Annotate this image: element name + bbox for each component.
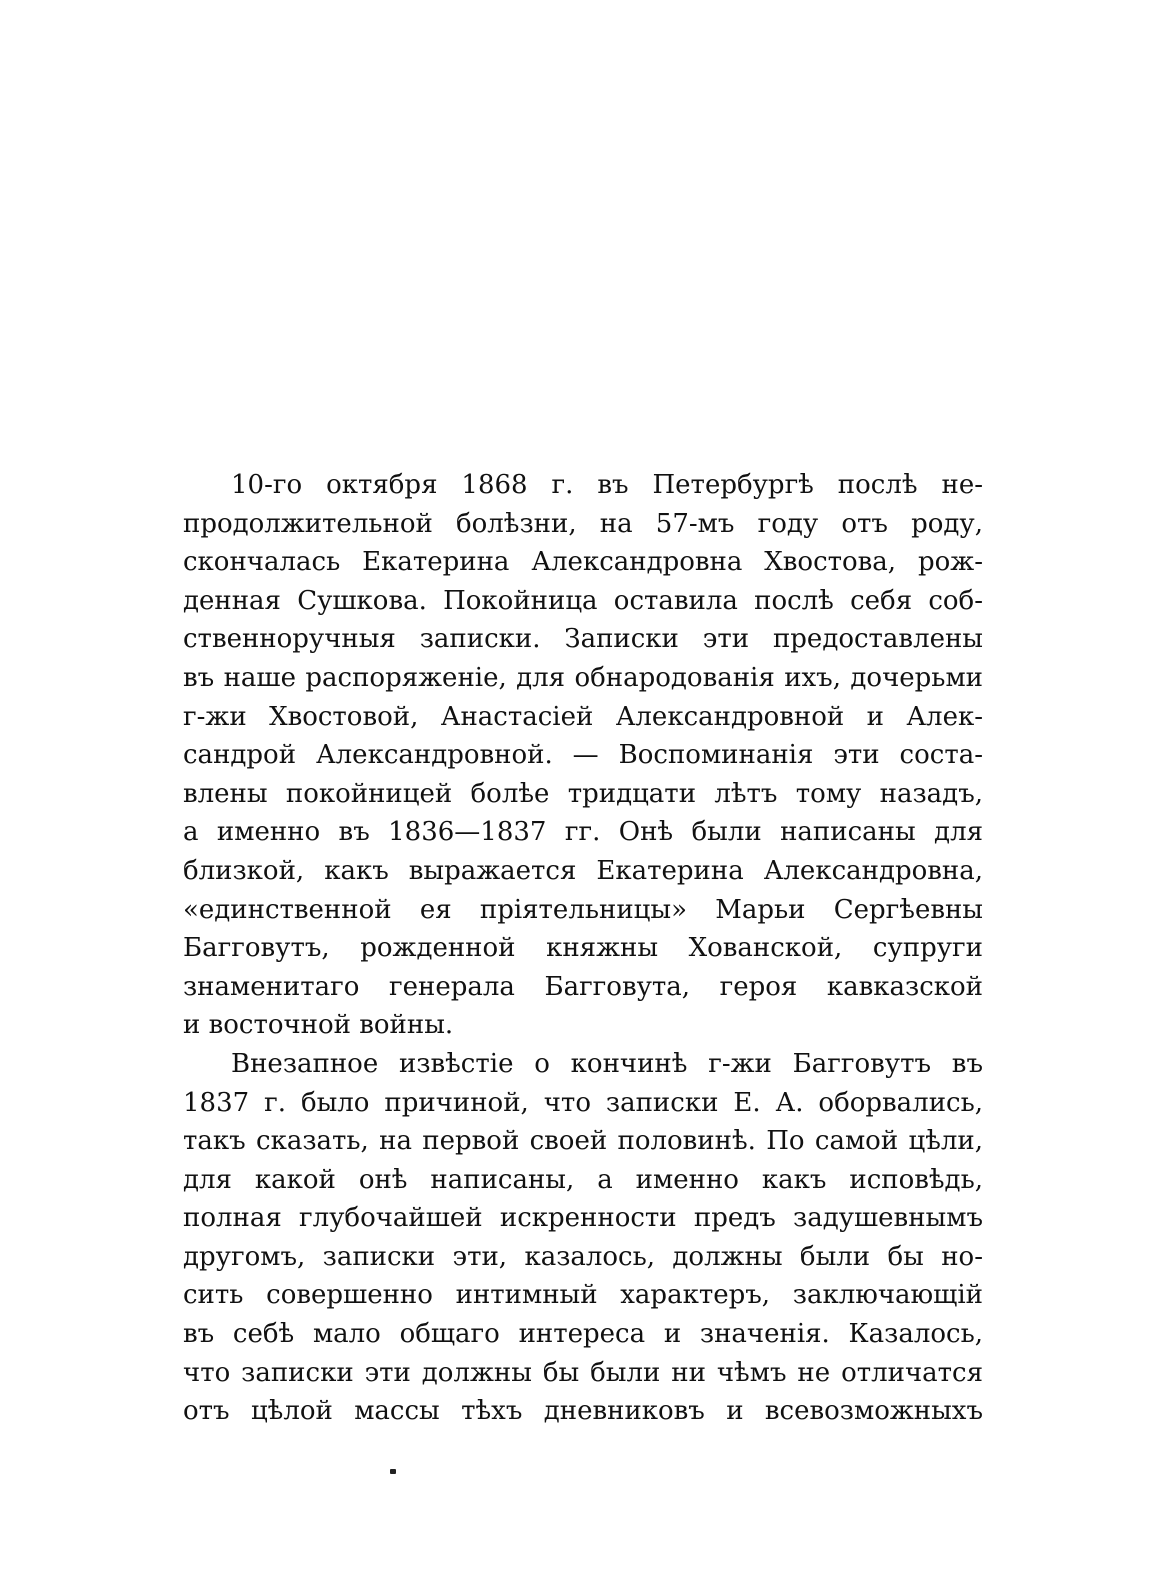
- text-line: что записки эти должны бы были ни чѣмъ не отличатся: [183, 1357, 983, 1388]
- text-line: денная Сушкова. Покойница оставила послѣ себя соб-: [183, 585, 983, 616]
- ink-speck: [390, 1469, 396, 1474]
- text-line: продолжительной болѣзни, на 57-мъ году отъ роду,: [183, 508, 983, 539]
- text-line: близкой, какъ выражается Екатерина Александровна,: [183, 855, 983, 886]
- text-line: и восточной войны.: [183, 1010, 454, 1041]
- text-line: знаменитаго генерала Багговута, героя кавказской: [183, 971, 983, 1002]
- text-line: другомъ, записки эти, казалось, должны были бы но-: [183, 1241, 983, 1272]
- text-line: а именно въ 1836—1837 гг. Онѣ были написаны для: [183, 817, 983, 848]
- text-line: въ наше распоряженіе, для обнародованія ихъ, дочерьми: [183, 662, 983, 693]
- text-line: «единственной ея пріятельницы» Марьи Сергѣевны: [183, 894, 983, 925]
- text-line: въ себѣ мало общаго интереса и значенія. Казалось,: [183, 1319, 983, 1350]
- text-line: Внезапное извѣстіе о кончинѣ г-жи Багговутъ въ: [231, 1048, 983, 1079]
- text-line: ственноручныя записки. Записки эти предоставлены: [183, 624, 983, 655]
- body-text: [183, 466, 983, 1431]
- text-line: Багговутъ, рожденной княжны Хованской, супруги: [183, 933, 983, 964]
- text-line: отъ цѣлой массы тѣхъ дневниковъ и всевозможныхъ: [183, 1396, 983, 1427]
- paragraph-2: [183, 1045, 983, 1431]
- text-line: такъ сказать, на первой своей половинѣ. По самой цѣли,: [183, 1126, 983, 1157]
- paragraph-1: [183, 466, 983, 1045]
- text-line: скончалась Екатерина Александровна Хвостова, рож-: [183, 547, 983, 578]
- text-line: полная глубочайшей искренности предъ задушевнымъ: [183, 1203, 983, 1234]
- text-line: г-жи Хвостовой, Анастасіей Александровной и Алек-: [183, 701, 983, 732]
- text-line: 10-го октября 1868 г. въ Петербургѣ послѣ не-: [231, 470, 983, 500]
- text-line: сандрой Александровной. — Воспоминанія эти соста-: [183, 740, 983, 771]
- text-line: влены покойницей болѣе тридцати лѣтъ тому назадъ,: [183, 778, 983, 809]
- text-line: 1837 г. было причиной, что записки Е. А. оборвались,: [183, 1087, 983, 1118]
- text-line: сить совершенно интимный характеръ, заключающій: [183, 1280, 983, 1311]
- text-line: для какой онѣ написаны, а именно какъ исповѣдь,: [183, 1164, 983, 1195]
